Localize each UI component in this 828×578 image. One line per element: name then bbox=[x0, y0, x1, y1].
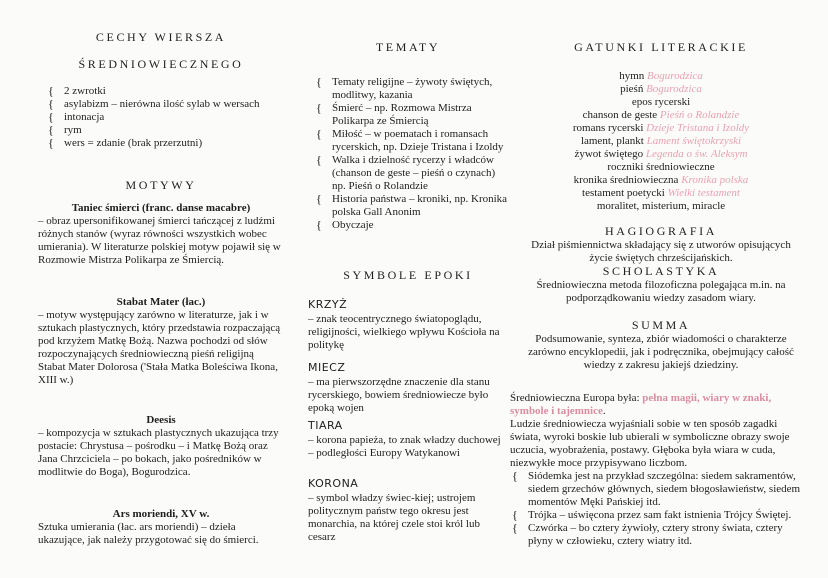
genre-row bbox=[508, 122, 814, 135]
motif-title: Deesis bbox=[146, 414, 176, 426]
genre-row bbox=[508, 70, 814, 83]
genre-example: Pieśń o Rolandzie bbox=[657, 109, 740, 121]
motif-title: Stabat Mater (łac.) bbox=[116, 296, 206, 308]
heading-hagiografia: HAGIOGRAFIA bbox=[605, 224, 717, 238]
genre-row bbox=[508, 200, 814, 213]
genre-name: pieśń bbox=[620, 83, 644, 95]
heading-cechy: CECHY WIERSZA bbox=[95, 30, 227, 44]
genre-row bbox=[508, 161, 814, 174]
list-item: { Tematy religijne – żywoty świętych, modlitwy, kazania bbox=[316, 75, 493, 101]
genre-row bbox=[508, 187, 814, 200]
list-item: { Historia państwa – kroniki, np. Kronika polska Gall Anonim bbox=[316, 192, 508, 218]
list-item: { wers = zdanie (brak przerzutni) bbox=[48, 136, 203, 150]
motif-text: – obraz upersonifikowanej śmierci tańczącej z ludźmi różnych stanów (wyraz równości wszystkich wobec umierania). W literaturze polskiej motyw pojawił się w Rozmowie Mistrza Polikarpa ze Śmiercią. bbox=[38, 215, 281, 266]
features-list bbox=[46, 85, 284, 150]
list-item: { Miłość – w poematach i romansach rycerskich, np. Dzieje Tristana i Izoldy bbox=[316, 127, 504, 153]
genre-row bbox=[508, 96, 814, 109]
motif-title: Taniec śmierci (franc. danse macabre) bbox=[71, 202, 251, 214]
genre-name: chanson de geste bbox=[582, 109, 658, 121]
heading-summa: SUMMA bbox=[631, 318, 691, 332]
list-item: { rym bbox=[48, 123, 82, 137]
genre-example: Bogurodzica bbox=[644, 70, 703, 82]
motif-text: – kompozycja w sztukach plastycznych ukazująca trzy postacie: Chrystusa – pośrodku – i Matkę Bożą oraz Jana Chrzciciela – po bokach, jako pośredników w modlitwie do Boga), Bogurodzica. bbox=[38, 427, 279, 478]
symbol-name: KRZYŻ bbox=[308, 298, 348, 311]
motif-text: – motyw występujący zarówno w literaturze, jak i w sztukach plastycznych, który przedstawia rozpaczającą pod krzyżem Matkę Bożą. Nazwa pochodzi od słów rozpoczynających średniowieczną pieśń religijną Stabat Mater Dolorosa ('Stała Matka Boleściwa Ikona, XIII w.) bbox=[38, 309, 281, 386]
gatunki-list bbox=[508, 70, 814, 213]
list-item: { Walka i dzielność rycerzy i władców (chanson de geste – pieśń o czynach) np. Pieśń o Rolandzie bbox=[316, 153, 496, 192]
europa-lead-paragraph: Średniowieczna Europa była: pełna magii, wiary w znaki, symbole i tajemnice. bbox=[510, 392, 772, 417]
genre-name: hymn bbox=[619, 70, 645, 82]
symbol-name: MIECZ bbox=[308, 361, 346, 374]
genre-row bbox=[508, 174, 814, 187]
genre-name: żywot świętego bbox=[574, 148, 644, 160]
tematy-list bbox=[314, 76, 508, 232]
genre-row bbox=[508, 109, 814, 122]
symbol-text: – znak teocentrycznego światopoglądu, religijności, wielkiego wpływu Kościoła na politykę bbox=[308, 313, 500, 351]
heading-symbole: SYMBOLE EPOKI bbox=[343, 268, 473, 282]
genre-row bbox=[508, 83, 814, 96]
scholastyka-text: Średniowieczna metoda filozoficzna polegająca m.in. na podporządkowaniu wiedzy zasadom wiary. bbox=[536, 279, 786, 304]
list-item: { Śmierć – np. Rozmowa Mistrza Polikarpa ze Śmiercią bbox=[316, 101, 472, 127]
symbol-text: – ma pierwszorzędne znaczenie dla stanu rycerskiego, bowiem średniowiecze było epoką wojen bbox=[308, 376, 490, 414]
motif-title: Ars moriendi, XV w. bbox=[112, 508, 210, 520]
list-item: { 2 zwrotki bbox=[48, 84, 106, 98]
list-item: { Trójka – uświęcona przez sam fakt istnienia Trójcy Świętej. bbox=[512, 508, 792, 522]
genre-row bbox=[508, 135, 814, 148]
genre-example: Dzieje Tristana i Izoldy bbox=[643, 122, 750, 134]
europa-highlight: pełna magii, wiary w znaki, symbole i tajemnice bbox=[510, 392, 772, 417]
genre-name: romans rycerski bbox=[572, 122, 644, 134]
genre-name: moralitet, misterium, miracle bbox=[596, 200, 726, 212]
genre-name: roczniki średniowieczne bbox=[607, 161, 715, 173]
heading-gatunki: GATUNKI LITERACKIE bbox=[574, 40, 748, 54]
heading-sredniowiecznego: ŚREDNIOWIECZNEGO bbox=[78, 57, 244, 71]
symbol-name: TIARA bbox=[308, 419, 343, 432]
motif-text: Sztuka umierania (łac. ars moriendi) – dzieła ukazujące, jak należy przygotować się do śmierci. bbox=[38, 521, 259, 546]
list-item: { Czwórka – bo cztery żywioły, cztery strony świata, cztery płyny w człowieku, cztery wiatry itd. bbox=[512, 521, 783, 547]
genre-name: epos rycerski bbox=[631, 96, 691, 108]
genre-name: lament, plankt bbox=[580, 135, 644, 147]
list-item: { asylabizm – nierówna ilość sylab w wersach bbox=[48, 97, 260, 111]
list-item: { intonacja bbox=[48, 110, 105, 124]
genre-example: Legenda o św. Aleksym bbox=[643, 148, 748, 160]
genre-name: kronika średniowieczna bbox=[573, 174, 679, 186]
genre-row bbox=[508, 148, 814, 161]
heading-tematy: TEMATY bbox=[375, 40, 441, 54]
genre-example: Lament świętokrzyski bbox=[643, 135, 742, 147]
europa-text: Ludzie średniowiecza wyjaśniali sobie w ten sposób zagadki świata, wyroki boskie lub ubierali w symboliczne obrazy swoje uczucia, wyobrażenia, postawy. Głęboka była wiara w cuda, niezwykłe moce przypisywano liczbom. bbox=[510, 418, 790, 469]
symbol-text: – korona papieża, to znak władzy duchowej – podległości Europy Watykanowi bbox=[308, 434, 501, 459]
list-item: { Siódemka jest na przykład szczególna: siedem sakramentów, siedem grzechów głównych, siedem błogosławieństw, siedem momentów Męki Pańskiej itd. bbox=[512, 469, 801, 508]
genre-example: Kronika polska bbox=[678, 174, 749, 186]
liczby-list bbox=[510, 470, 810, 548]
symbol-text: – symbol władzy świec-kiej; ustrojem politycznym państw tego okresu jest monarchia, na której czele stoi król lub cesarz bbox=[308, 492, 480, 543]
summa-text: Podsumowanie, synteza, zbiór wiadomości o charakterze zarówno encyklopedii, jak i podręcznika, obejmujący całość wiedzy z zakresu jakiejś dziedziny. bbox=[528, 333, 794, 371]
list-item: { Obyczaje bbox=[316, 218, 374, 232]
genre-example: Bogurodzica bbox=[643, 83, 702, 95]
genre-name: testament poetycki bbox=[582, 187, 665, 199]
hagiografia-text: Dział piśmiennictwa składający się z utworów opisujących życie świętych chrześcijańskich. bbox=[531, 239, 791, 264]
heading-motywy: MOTYWY bbox=[125, 178, 197, 192]
heading-scholastyka: SCHOLASTYKA bbox=[602, 264, 720, 278]
symbol-name: KORONA bbox=[308, 477, 359, 490]
genre-example: Wielki testament bbox=[664, 187, 740, 199]
